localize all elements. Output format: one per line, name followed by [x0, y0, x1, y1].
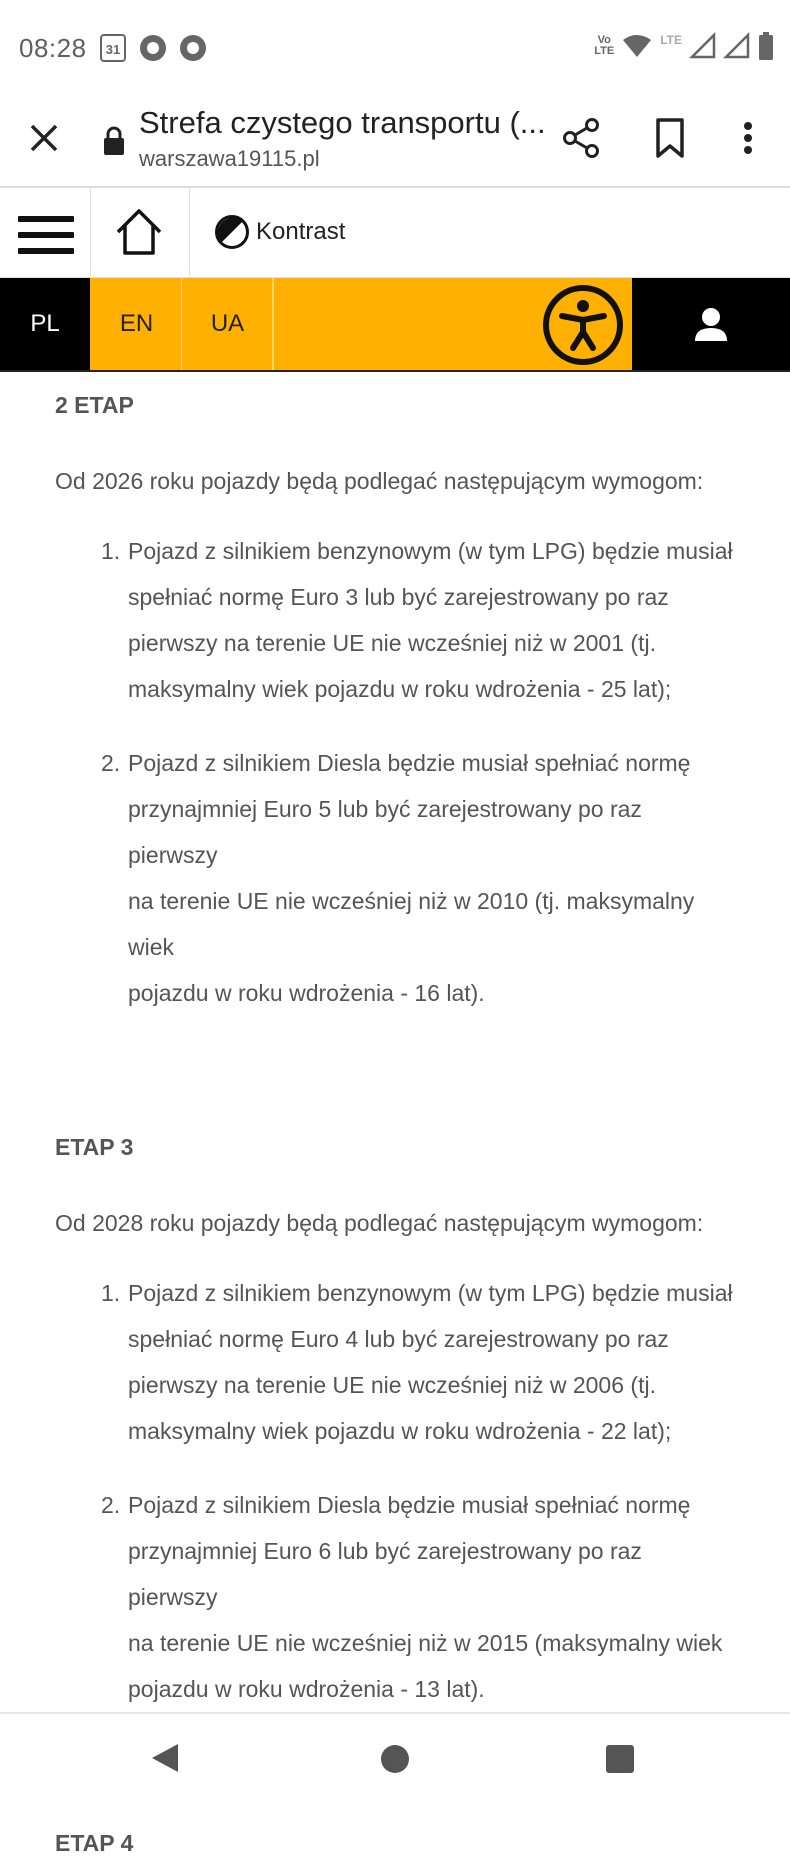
- list-line: spełniać normę Euro 4 lub być zarejestrowany po raz: [128, 1326, 669, 1352]
- list-line: Pojazd z silnikiem benzynowym (w tym LPG) będzie musiał: [128, 538, 733, 564]
- stage-3-intro: Od 2028 roku pojazdy będą podlegać następującym wymogom:: [55, 1210, 704, 1236]
- status-notification-icons: [100, 34, 206, 62]
- more-vert-dot: [744, 134, 752, 142]
- recents-icon[interactable]: [606, 1745, 634, 1773]
- home-icon: [114, 208, 164, 256]
- list-line: pierwszy na terenie UE nie wcześniej niż w 2001 (tj.: [128, 630, 656, 656]
- hamburger-icon: [18, 216, 74, 222]
- home-button[interactable]: [114, 208, 164, 256]
- list-number: 2.: [101, 1492, 121, 1518]
- user-icon: [693, 306, 729, 342]
- accessibility-button[interactable]: [542, 284, 624, 366]
- stage-2-intro: Od 2026 roku pojazdy będą podlegać następującym wymogom:: [55, 468, 704, 494]
- list-line: pojazdu w roku wdrożenia - 13 lat).: [128, 1676, 485, 1702]
- list-line: Pojazd z silnikiem Diesla będzie musiał spełniać normę: [128, 750, 691, 776]
- list-line: na terenie UE nie wcześniej niż w 2015 (maksymalny wiek: [128, 1630, 723, 1656]
- lock-icon: [102, 126, 126, 156]
- more-options-button[interactable]: [732, 116, 764, 160]
- article-content: [55, 372, 735, 1856]
- share-button[interactable]: [560, 116, 604, 160]
- language-en[interactable]: EN: [92, 278, 182, 370]
- stage-3-requirements: [103, 1270, 735, 1712]
- system-nav-bar: [0, 1712, 790, 1800]
- stage-3-heading: ETAP 3: [55, 1134, 134, 1160]
- language-bar: [0, 278, 790, 372]
- more-vert-dot: [744, 146, 752, 154]
- back-icon[interactable]: [150, 1742, 180, 1774]
- hamburger-line: [18, 232, 74, 238]
- lte-label: LTE: [660, 33, 682, 47]
- bookmark-button[interactable]: [650, 116, 690, 160]
- share-icon: [560, 116, 604, 160]
- list-line: na terenie UE nie wcześniej niż w 2010 (tj. maksymalny wiek: [128, 888, 695, 960]
- status-time: 08:28: [19, 33, 87, 63]
- calendar-icon: 31: [100, 34, 126, 62]
- list-line: pojazdu w roku wdrożenia - 16 lat).: [128, 980, 485, 1006]
- header-divider: [189, 188, 190, 278]
- hamburger-line: [18, 248, 74, 254]
- list-line: pierwszy na terenie UE nie wcześniej niż w 2006 (tj.: [128, 1372, 656, 1398]
- list-number: 2.: [101, 750, 121, 776]
- more-vert-icon: [744, 122, 752, 130]
- close-icon: [29, 123, 59, 153]
- list-line: Pojazd z silnikiem benzynowym (w tym LPG) będzie musiał: [128, 1280, 733, 1306]
- list-item: [103, 740, 735, 1016]
- browser-toolbar: [0, 96, 790, 188]
- stage-2-requirements: [103, 528, 735, 1016]
- page-title[interactable]: Strefa czystego transportu (...: [139, 105, 546, 140]
- contrast-label: Kontrast: [256, 218, 346, 245]
- language-divider: [273, 278, 274, 370]
- header-divider: [90, 188, 91, 278]
- signal-icon: [690, 33, 716, 59]
- user-account-button[interactable]: [632, 278, 790, 370]
- list-item: [103, 1270, 735, 1454]
- wifi-icon: [622, 34, 652, 58]
- list-number: 1.: [101, 538, 121, 564]
- site-header: [0, 188, 790, 278]
- home-circle-icon[interactable]: [381, 1745, 409, 1773]
- language-ua[interactable]: UA: [183, 278, 273, 370]
- list-line: przynajmniej Euro 5 lub być zarejestrowany po raz pierwszy: [128, 796, 642, 868]
- page-url[interactable]: warszawa19115.pl: [139, 146, 320, 171]
- accessibility-icon: [542, 284, 624, 366]
- hamburger-menu-button[interactable]: [18, 216, 74, 254]
- chrome-icon: [180, 35, 206, 61]
- volte-icon: Vo LTE: [594, 34, 615, 57]
- list-line: maksymalny wiek pojazdu w roku wdrożenia - 25 lat);: [128, 676, 672, 702]
- list-line: spełniać normę Euro 3 lub być zarejestrowany po raz: [128, 584, 669, 610]
- contrast-toggle[interactable]: [214, 214, 345, 250]
- list-line: maksymalny wiek pojazdu w roku wdrożenia - 22 lat);: [128, 1418, 672, 1444]
- list-line: Pojazd z silnikiem Diesla będzie musiał spełniać normę: [128, 1492, 691, 1518]
- chrome-icon: [140, 35, 166, 61]
- list-line: przynajmniej Euro 6 lub być zarejestrowany po raz pierwszy: [128, 1538, 642, 1610]
- battery-icon: [758, 32, 774, 60]
- status-system-icons: [594, 32, 774, 60]
- bookmark-icon: [650, 116, 690, 160]
- list-item: [103, 528, 735, 712]
- close-tab-button[interactable]: [24, 118, 64, 158]
- language-pl[interactable]: PL: [0, 278, 90, 370]
- stage-2-heading: 2 ETAP: [55, 392, 134, 418]
- status-bar: [0, 0, 790, 96]
- list-number: 1.: [101, 1280, 121, 1306]
- contrast-icon: [214, 214, 250, 250]
- list-item: [103, 1482, 735, 1712]
- stage-4-heading: ETAP 4: [55, 1830, 134, 1856]
- signal-icon: [724, 33, 750, 59]
